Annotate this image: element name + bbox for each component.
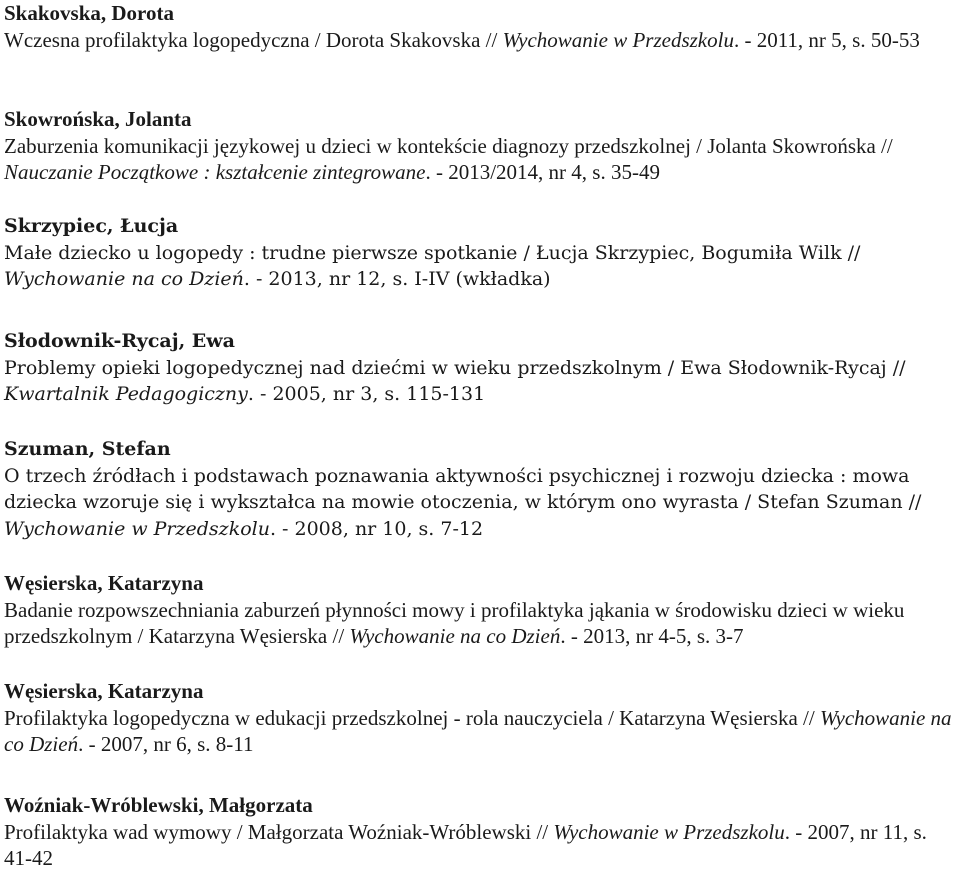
bibliography-entry <box>4 0 956 53</box>
entry-author: Szuman, Stefan <box>4 438 171 460</box>
bibliography-entry <box>4 213 956 293</box>
journal-title: Nauczanie Początkowe : kształcenie zintegrowane <box>4 160 426 184</box>
entry-author: Węsierska, Katarzyna <box>4 679 204 703</box>
journal-title: Wychowanie w Przedszkolu <box>4 517 270 540</box>
citation-details: . - 2013, nr 4-5, s. 3-7 <box>560 624 744 648</box>
entry-citation <box>4 355 956 408</box>
citation-text: O trzech źródłach i podstawach poznawania aktywności psychicznej i rozwoju dziecka : mowa dziecka wzoruje się i wykształca na mowie otoczenia, w którym ono wyrasta / Stefan Szuman // <box>4 464 922 513</box>
citation-text: Wczesna profilaktyka logopedyczna / Dorota Skakovska // <box>4 27 503 52</box>
entry-citation <box>4 597 960 650</box>
bibliography-entry <box>4 678 956 758</box>
citation-text: Małe dziecko u logopedy : trudne pierwsze spotkanie / Łucja Skrzypiec, Bogumiła Wilk // <box>4 241 861 264</box>
entry-citation <box>4 705 956 758</box>
citation-text: Profilaktyka wad wymowy / Małgorzata Woźniak-Wróblewski // <box>4 819 554 844</box>
citation-details: . - 2013, nr 12, s. I-IV (wkładka) <box>243 268 551 290</box>
entry-citation <box>4 133 956 186</box>
bibliography-entry <box>4 328 956 408</box>
journal-title: Wychowanie na co Dzień <box>4 268 244 290</box>
journal-title: Wychowanie na co Dzień <box>4 705 952 756</box>
citation-details: . - 2013/2014, nr 4, s. 35-49 <box>425 160 660 184</box>
entry-author: Skakovska, Dorota <box>4 1 174 25</box>
entry-author: Skrzypiec, Łucja <box>4 215 179 237</box>
citation-text: Badanie rozpowszechniania zaburzeń płynności mowy i profilaktyka jąkania w środowisku dzieci w wieku przedszkolnym / Katarzyna Węsierska // <box>4 597 905 648</box>
entry-author: Słodownik-Rycaj, Ewa <box>4 330 235 352</box>
bibliography-entry <box>4 436 956 542</box>
citation-details: . - 2011, nr 5, s. 50-53 <box>733 27 920 52</box>
citation-text: Problemy opieki logopedycznej nad dziećmi w wieku przedszkolnym / Ewa Słodownik-Rycaj // <box>4 356 906 379</box>
bibliography-entry <box>4 570 960 650</box>
citation-details: . - 2005, nr 3, s. 115-131 <box>247 383 486 405</box>
journal-title: Kwartalnik Pedagogiczny <box>4 383 248 405</box>
citation-details: . - 2008, nr 10, s. 7-12 <box>269 517 484 540</box>
citation-details: . - 2007, nr 11, s. 41-42 <box>4 819 927 870</box>
entry-author: Węsierska, Katarzyna <box>4 571 204 595</box>
bibliography-entry <box>4 792 956 872</box>
entry-author: Skowrońska, Jolanta <box>4 107 192 131</box>
entry-citation <box>4 819 956 872</box>
citation-text: Profilaktyka logopedyczna w edukacji przedszkolnej - rola nauczyciela / Katarzyna Węsierska // <box>4 705 820 730</box>
citation-text: Zaburzenia komunikacji językowej u dzieci w kontekście diagnozy przedszkolnej / Jolanta Skowrońska // <box>4 133 893 158</box>
journal-title: Wychowanie w Przedszkolu <box>502 27 734 52</box>
entry-citation <box>4 463 956 543</box>
entry-citation <box>4 27 956 54</box>
bibliography-entry <box>4 106 956 186</box>
entry-citation <box>4 240 956 293</box>
journal-title: Wychowanie w Przedszkolu <box>553 819 785 844</box>
journal-title: Wychowanie na co Dzień <box>349 624 561 648</box>
citation-details: . - 2007, nr 6, s. 8-11 <box>78 732 254 756</box>
entry-author: Woźniak-Wróblewski, Małgorzata <box>4 793 313 817</box>
